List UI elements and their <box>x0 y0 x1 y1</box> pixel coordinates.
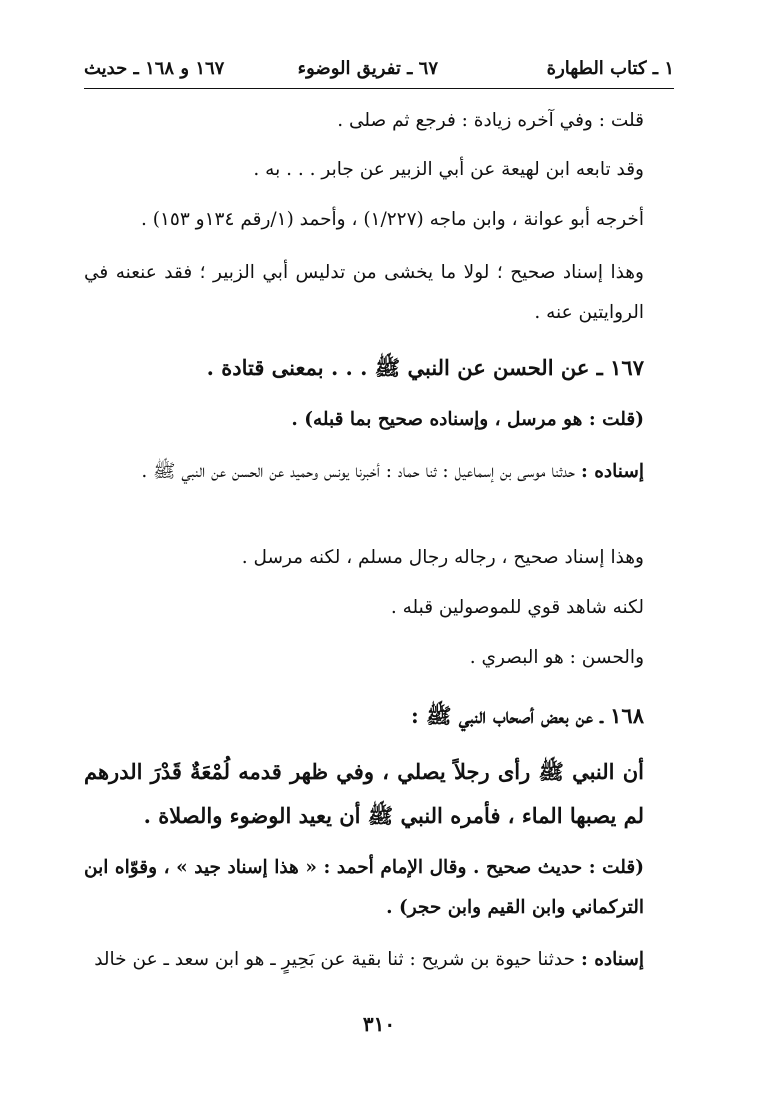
header-divider <box>84 88 674 89</box>
paragraph-note: قلت : وفي آخره زيادة : فرجع ثم صلى . <box>337 110 644 131</box>
hadith-167-witness: لكنه شاهد قوي للموصولين قبله . <box>390 597 644 618</box>
isnad-text: حدثنا موسى بن إسماعيل : ثنا حماد : أخبرنا يونس وحميد عن الحسن عن النبي ﷺ . <box>141 461 576 482</box>
paragraph-corroboration: وقد تابعه ابن لهيعة عن أبي الزبير عن جابر . . . به . <box>253 159 644 180</box>
paragraph-takhrij: أخرجه أبو عوانة ، وابن ماجه (١/٢٢٧) ، وأحمد (١/رقم ١٣٤و ١٥٣) . <box>141 209 644 230</box>
hadith-167-narrator-note: والحسن : هو البصري . <box>469 647 644 668</box>
hadith-167-grading: (قلت : هو مرسل ، وإسناده صحيح بما قبله) . <box>291 409 644 430</box>
header-hadith-range: ١٦٧ و ١٦٨ ـ حديث <box>84 58 225 79</box>
hadith-167-heading: ١٦٧ ـ عن الحسن عن النبي ﷺ . . . بمعنى قتادة . <box>206 355 644 380</box>
hadith-168-heading: ١٦٨ ـ عن بعض أصحاب النبي ﷺ : <box>411 703 644 728</box>
paragraph-isnad-assessment <box>84 253 674 333</box>
isnad-label: إسناده : <box>580 949 644 970</box>
page-number: ٣١٠ <box>362 1012 396 1036</box>
hadith-168-isnad <box>84 940 674 980</box>
hadith-168-grading: (قلت : حديث صحيح . وقال الإمام أحمد : « هذا إسناد جيد » ، وقوّاه ابن التركماني وابن القيم وابن حجر) . <box>84 857 644 918</box>
isnad-label: إسناده : <box>580 461 644 482</box>
hadith-168-matn: أن النبي ﷺ رأى رجلاً يصلي ، وفي ظهر قدمه لُمْعَةٌ قَدْرَ الدرهم لم يصبها الماء ، فأمره النبي ﷺ أن يعيد الوضوء والصلاة . <box>84 759 644 828</box>
header-chapter-title: ٦٧ ـ تفريق الوضوء <box>297 58 438 79</box>
header-book-title: ١ ـ كتاب الطهارة <box>546 58 674 79</box>
isnad-text: حدثنا حيوة بن شريح : ثنا بقية عن بَحِيرٍ ـ هو ابن سعد ـ عن خالد <box>94 949 576 970</box>
hadith-167-isnad <box>84 452 674 492</box>
running-header <box>84 56 674 86</box>
hadith-167-assessment: وهذا إسناد صحيح ، رجاله رجال مسلم ، لكنه مرسل . <box>241 547 644 568</box>
paragraph-isnad-assessment-text: وهذا إسناد صحيح ؛ لولا ما يخشى من تدليس أبي الزبير ؛ فقد عنعنه في الروايتين عنه . <box>84 262 644 323</box>
